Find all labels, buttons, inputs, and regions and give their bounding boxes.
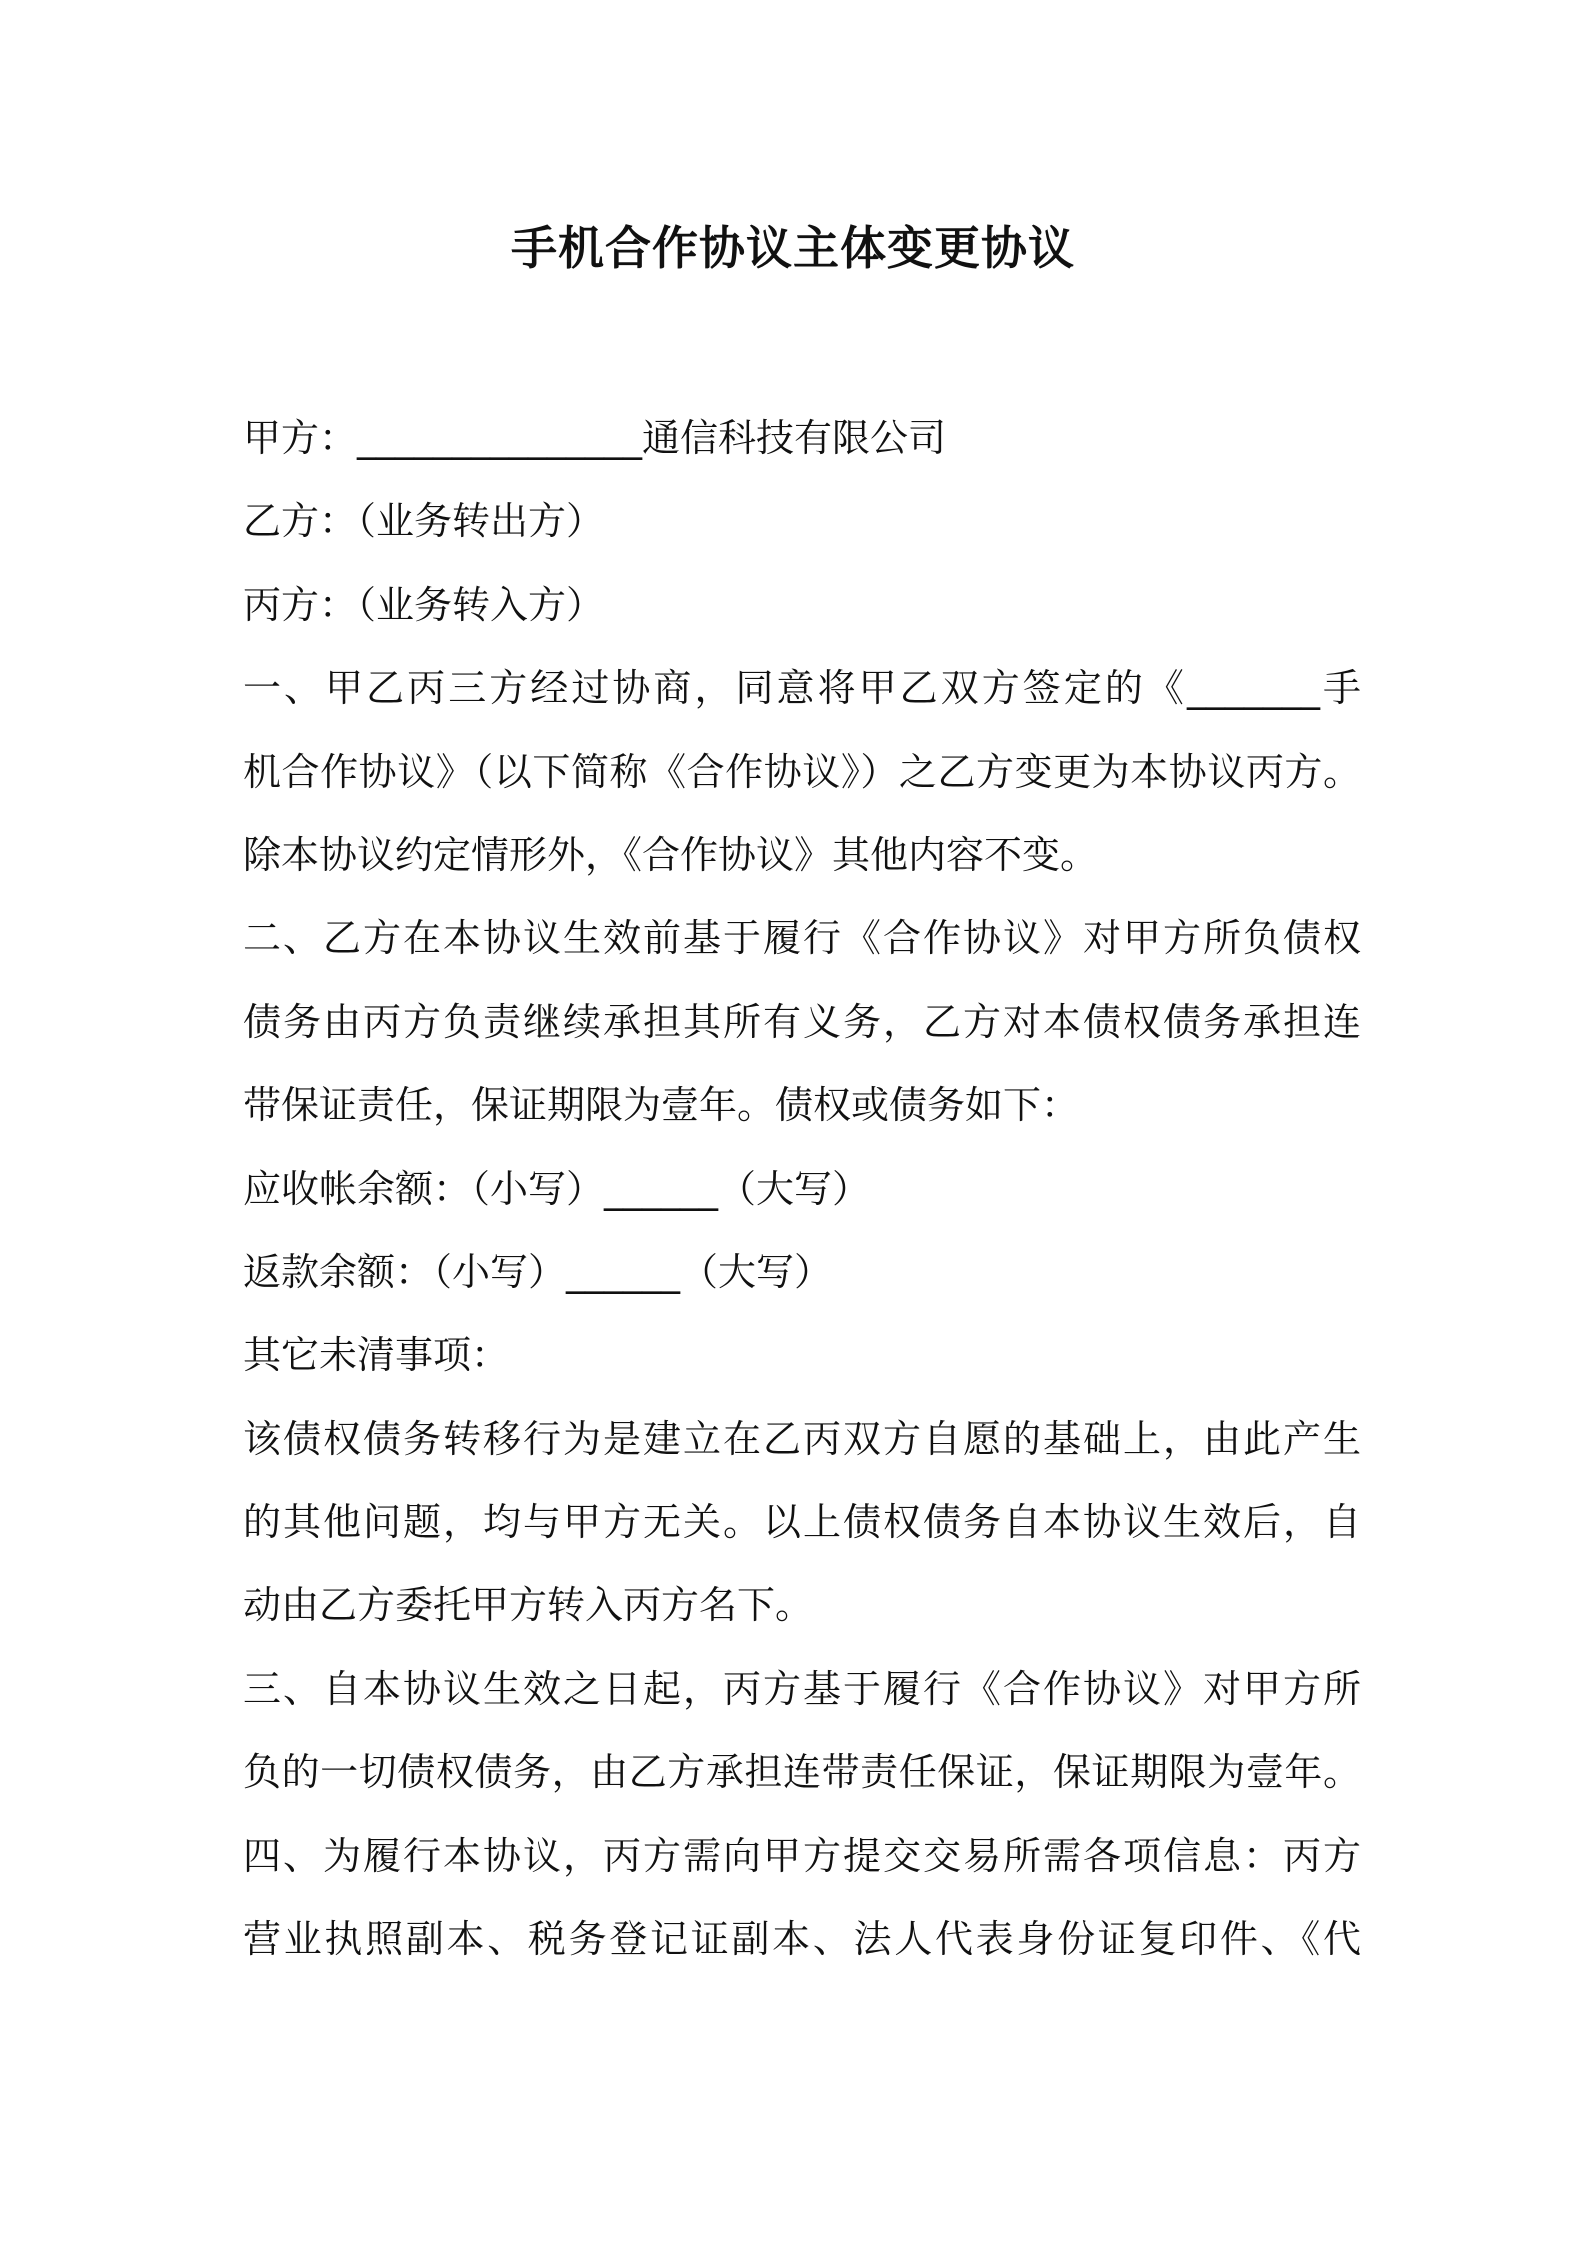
clause-2-line-3: 带保证责任，保证期限为壹年。债权或债务如下：: [243, 1083, 1080, 1128]
transfer-note-line-2: 的其他问题，均与甲方无关。以上债权债务自本协议生效后，自: [243, 1500, 1361, 1545]
party-a-line: 甲方：_______________通信科技有限公司: [243, 416, 947, 460]
clause-4-line-2: 营业执照副本、税务登记证副本、法人代表身份证复印件、《代: [243, 1917, 1361, 1962]
party-c-line: 丙方：（业务转入方）: [243, 582, 605, 627]
clause-2-line-2: 债务由丙方负责继续承担其所有义务，乙方对本债权债务承担连: [243, 999, 1361, 1044]
clause-1-line-2: 机合作协议》（以下简称《合作协议》）之乙方变更为本协议丙方。: [243, 749, 1361, 794]
clause-1-line-3: 除本协议约定情形外，《合作协议》其他内容不变。: [243, 832, 1099, 877]
clause-3-line-2: 负的一切债权债务，由乙方承担连带责任保证，保证期限为壹年。: [243, 1750, 1361, 1795]
clause-4-line-1: 四、为履行本协议，丙方需向甲方提交交易所需各项信息：丙方: [243, 1833, 1361, 1878]
clause-2-line-1: 二、乙方在本协议生效前基于履行《合作协议》对甲方所负债权: [243, 916, 1361, 961]
clause-1-line-1: 一、甲乙丙三方经过协商，同意将甲乙双方签定的《_______手: [243, 666, 1361, 711]
other-items-line: 其它未清事项：: [243, 1333, 510, 1378]
rebate-balance-line: 返款余额：（小写）______（大写）: [243, 1249, 833, 1294]
document-body: [243, 397, 1361, 1981]
party-b-line: 乙方：（业务转出方）: [243, 499, 605, 544]
receivable-balance-line: 应收帐余额：（小写）______（大写）: [243, 1166, 871, 1211]
transfer-note-line-3: 动由乙方委托甲方转入丙方名下。: [243, 1583, 814, 1628]
transfer-note-line-1: 该债权债务转移行为是建立在乙丙双方自愿的基础上，由此产生: [243, 1416, 1361, 1461]
document-title: 手机合作协议主体变更协议: [511, 221, 1075, 275]
clause-3-line-1: 三、自本协议生效之日起，丙方基于履行《合作协议》对甲方所: [243, 1666, 1361, 1711]
